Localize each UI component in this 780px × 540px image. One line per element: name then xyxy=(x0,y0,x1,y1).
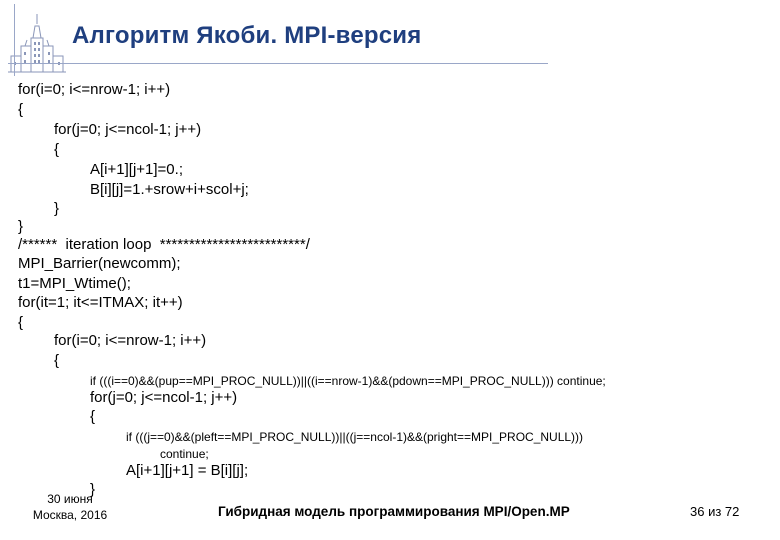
code-line: { xyxy=(90,408,96,425)
code-line: t1=MPI_Wtime(); xyxy=(18,275,131,292)
code-line: MPI_Barrier(newcomm); xyxy=(18,255,181,272)
code-line: } xyxy=(90,481,96,498)
code-line: for(i=0; i<=nrow-1; i++) xyxy=(18,81,171,98)
code-line: A[i+1][j+1]=0.; xyxy=(90,161,183,178)
code-line: for(j=0; j<=ncol-1; j++) xyxy=(90,389,238,406)
code-line: { xyxy=(54,352,60,369)
footer-subtitle: Гибридная модель программирования MPI/Open.MP xyxy=(218,504,570,519)
title-rule-vertical xyxy=(14,4,15,76)
code-line: for(j=0; j<=ncol-1; j++) xyxy=(54,121,202,138)
page-number: 36 из 72 xyxy=(690,504,740,519)
code-line: A[i+1][j+1] = B[i][j]; xyxy=(126,462,249,479)
footer-date-day: 30 июня xyxy=(47,492,93,506)
code-line: for(i=0; i<=nrow-1; i++) xyxy=(54,332,207,349)
msu-building-logo xyxy=(6,12,68,76)
code-line: for(it=1; it<=ITMAX; it++) xyxy=(18,294,183,311)
footer-date-city-year: Москва, 2016 xyxy=(32,507,108,522)
code-comment: /****** iteration loop *************************/ xyxy=(18,236,310,253)
footer-date xyxy=(24,492,116,523)
code-line: { xyxy=(54,141,60,158)
code-line: { xyxy=(18,101,24,118)
code-line: if (((j==0)&&(pleft==MPI_PROC_NULL))||((j==ncol-1)&&(pright==MPI_PROC_NULL))) xyxy=(126,430,584,444)
code-line: } xyxy=(18,218,24,235)
code-line: if (((i==0)&&(pup==MPI_PROC_NULL))||((i==nrow-1)&&(pdown==MPI_PROC_NULL))) continue; xyxy=(90,374,606,388)
slide-title: Алгоритм Якоби. MPI-версия xyxy=(72,22,422,49)
code-line: } xyxy=(54,200,60,217)
title-rule-horizontal xyxy=(8,63,548,64)
code-line: { xyxy=(18,314,24,331)
code-line: continue; xyxy=(160,447,209,461)
code-line: B[i][j]=1.+srow+i+scol+j; xyxy=(90,181,249,198)
